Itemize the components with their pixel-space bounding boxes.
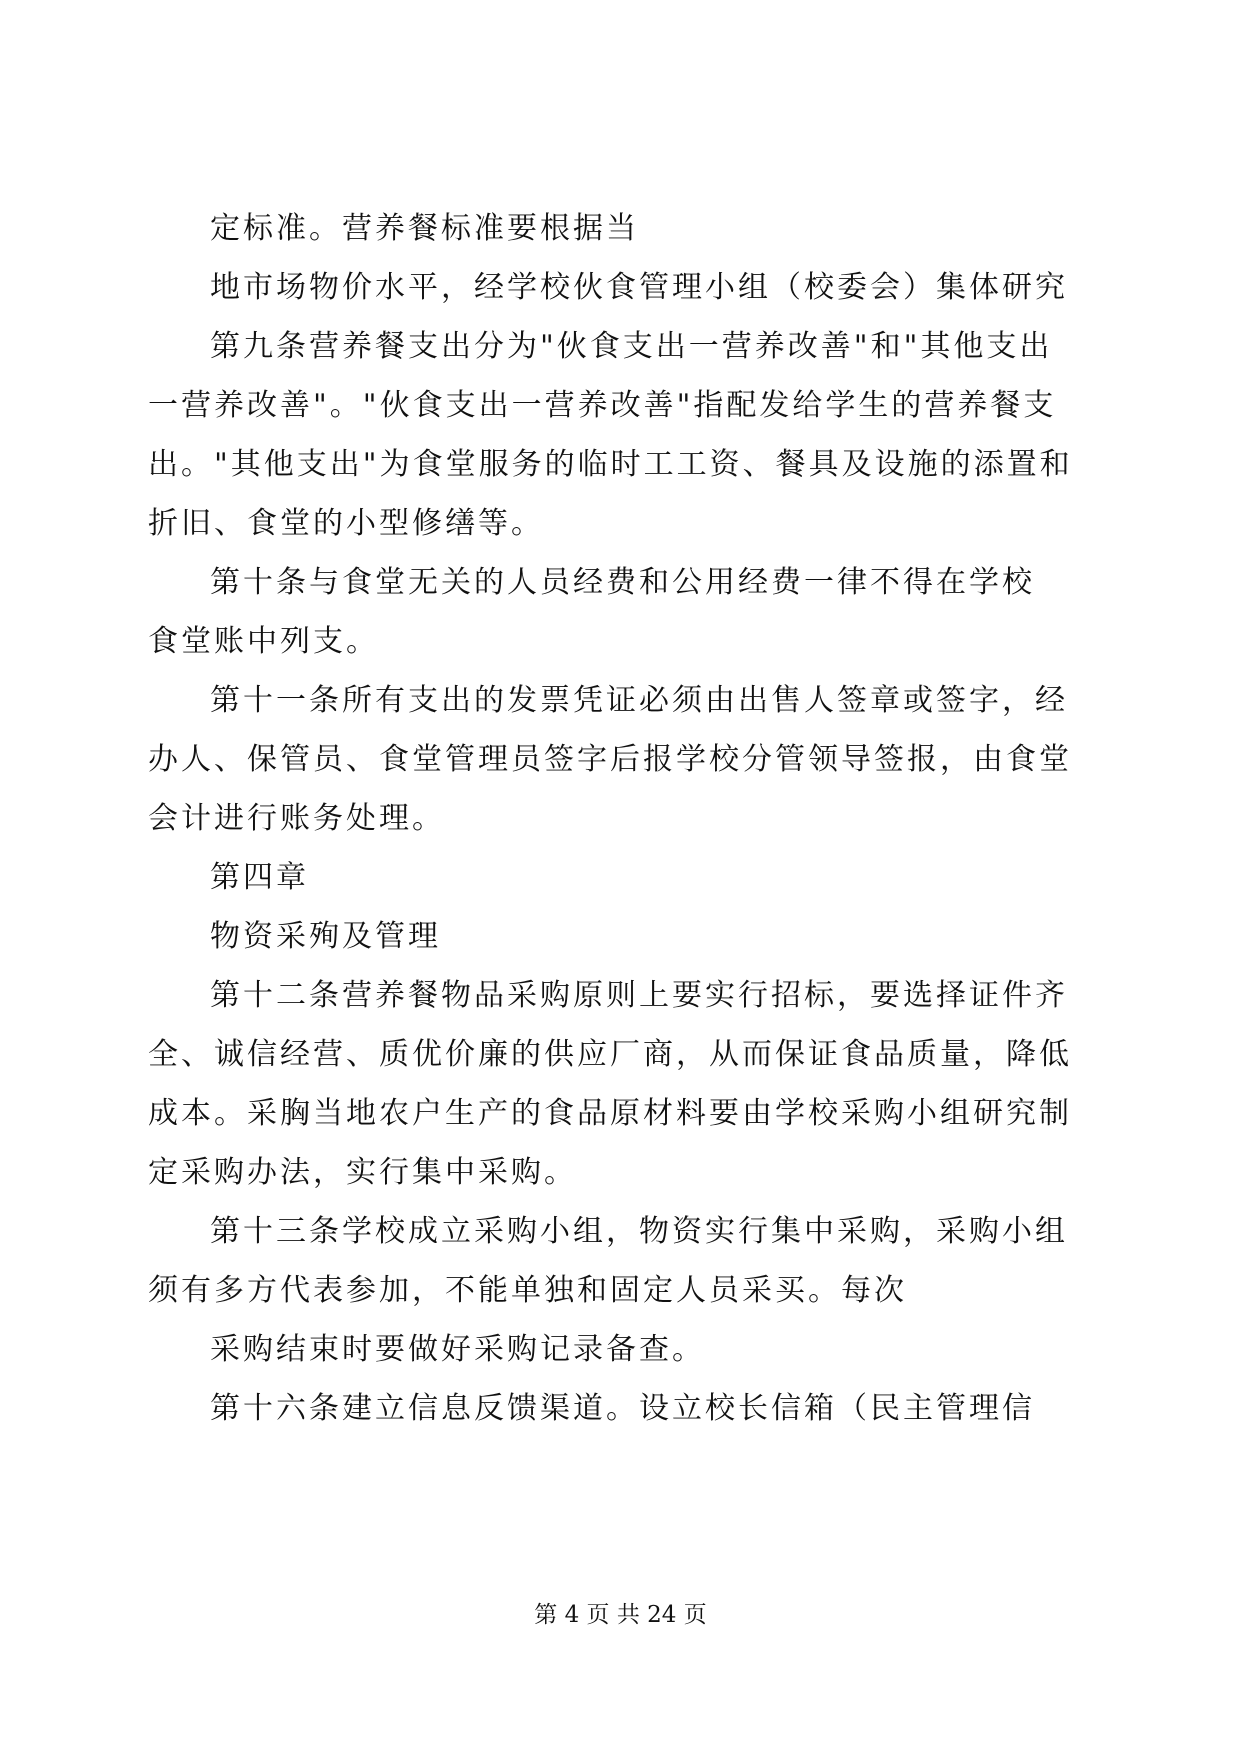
- text-line-1: 定标准。营养餐标准要根据当: [210, 211, 639, 246]
- text-line-6: 折旧、食堂的小型修缮等。: [148, 506, 544, 541]
- text-line-11: 会计进行账务处理。: [148, 801, 445, 836]
- text-line-21: 第十六条建立信息反馈渠道。设立校长信箱（民主管理信: [210, 1391, 1035, 1426]
- text-line-15: 全、诚信经营、质优价廉的供应厂商，从而保证食品质量，降低: [148, 1037, 1072, 1072]
- text-line-3: 第九条营养餐支出分为"伙食支出一营养改善"和"其他支出: [210, 329, 1053, 364]
- text-line-9: 第十一条所有支出的发票凭证必须由出售人签章或签字，经: [210, 683, 1068, 718]
- text-line-20: 采购结束时要做好采购记录备查。: [210, 1332, 705, 1367]
- chapter-title: 物资采殉及管理: [210, 919, 441, 954]
- text-line-19: 须有多方代表参加，不能单独和固定人员采买。每次: [148, 1273, 907, 1308]
- text-line-17: 定采购办法，实行集中采购。: [148, 1155, 577, 1190]
- text-line-4: 一营养改善"。"伙食支出一营养改善"指配发给学生的营养餐支: [148, 388, 1057, 423]
- text-line-8: 食堂账中列支。: [148, 624, 379, 659]
- text-line-5: 出。"其他支出"为食堂服务的临时工工资、餐具及设施的添置和: [148, 447, 1073, 482]
- text-line-18: 第十三条学校成立采购小组，物资实行集中采购，采购小组: [210, 1214, 1068, 1249]
- text-line-10: 办人、保管员、食堂管理员签字后报学校分管领导签报，由食堂: [148, 742, 1072, 777]
- chapter-heading: 第四章: [210, 860, 309, 895]
- page-number-footer: 第 4 页 共 24 页: [534, 1602, 707, 1628]
- text-line-2: 地市场物价水平，经学校伙食管理小组（校委会）集体研究: [210, 270, 1068, 305]
- text-line-7: 第十条与食堂无关的人员经费和公用经费一律不得在学校: [210, 565, 1035, 600]
- text-line-16: 成本。采胸当地农户生产的食品原材料要由学校采购小组研究制: [148, 1096, 1072, 1131]
- text-line-14: 第十二条营养餐物品采购原则上要实行招标，要选择证件齐: [210, 978, 1068, 1013]
